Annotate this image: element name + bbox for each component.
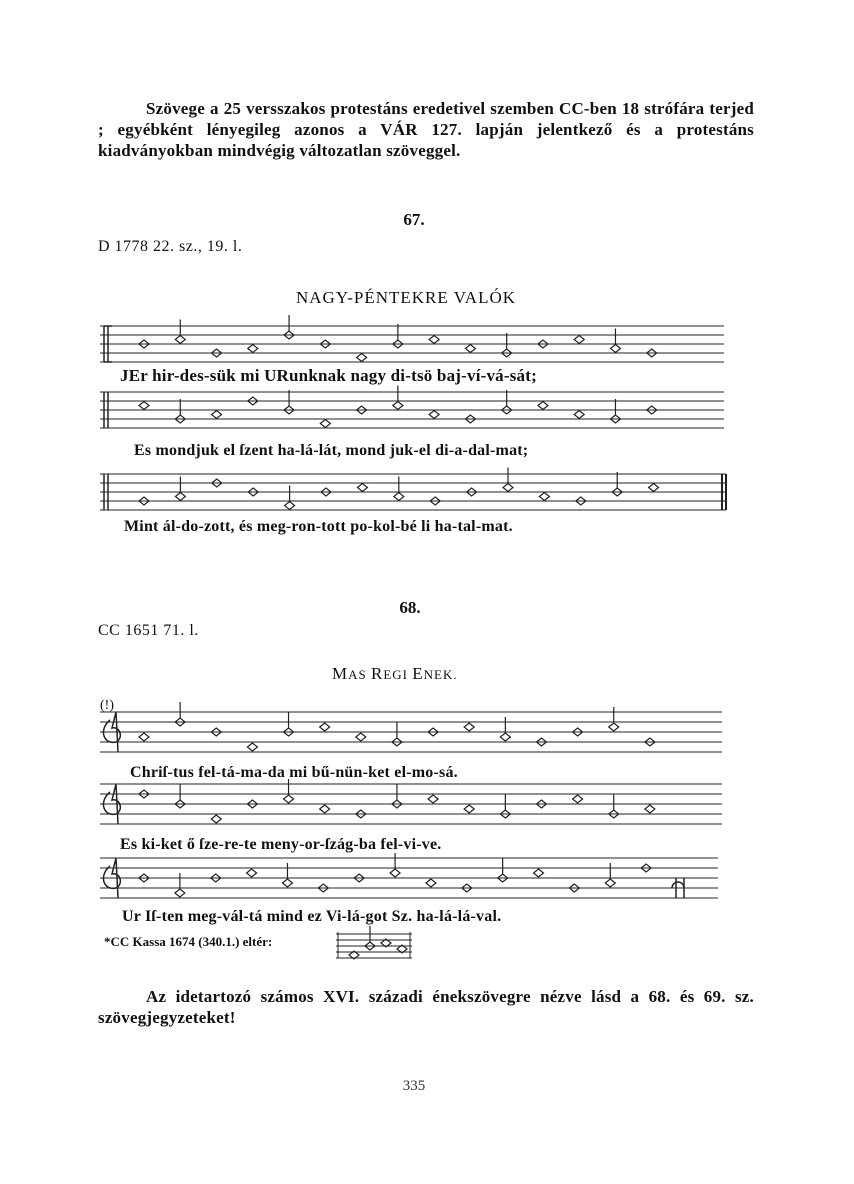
intro-paragraph: Szövege a 25 versszakos protestáns eredetivel szemben CC-ben 18 strófára terjed ; egyébként lényegileg azonos a VÁR 127. lapján jelentkező és a protestáns kiadványokban mindvégig változatlan szöveggel. <box>98 99 754 160</box>
note-head <box>357 354 367 362</box>
hymn-68-number: 68. <box>399 598 421 617</box>
note-head <box>645 805 655 813</box>
hymn-67-lyric-line-2: Es mondjuk el ſzent ha-lá-lát, mond juk-el di-a-dal-mat; <box>134 442 529 459</box>
hymn-68-title: MAS REGI ENEK. <box>332 664 458 683</box>
note-head <box>574 411 584 419</box>
note-head <box>320 420 330 428</box>
hymn-68-lyric-line-1: Chriſ-tus fel-tá-ma-da mi bű-nün-ket el-mo-sá. <box>130 764 458 781</box>
note-head <box>356 733 366 741</box>
note-head <box>139 402 149 410</box>
note-head <box>175 889 185 897</box>
note-head <box>248 345 258 353</box>
outro-paragraph: Az idetartozó számos XVI. századi énekszövegre nézve lásd a 68. és 69. sz. szövegjegyzeteket! <box>98 987 754 1027</box>
note-head <box>610 345 620 353</box>
note-head <box>503 484 513 492</box>
note-head <box>175 493 185 501</box>
note-head <box>538 402 548 410</box>
note-head <box>284 795 294 803</box>
note-head <box>429 411 439 419</box>
note-head <box>282 879 292 887</box>
note-head <box>211 815 221 823</box>
note-head <box>393 402 403 410</box>
note-head <box>247 869 257 877</box>
note-head <box>320 805 330 813</box>
note-head <box>139 733 149 741</box>
hymn-68-lyric-line-2: Es ki-ket ő ſze-re-te meny-or-ſzág-ba fel-vi-ve. <box>120 836 442 853</box>
editorial-mark: (!) <box>100 698 114 713</box>
page-number: 335 <box>402 1078 426 1094</box>
variant-note: *CC Kassa 1674 (340.1.) eltér: <box>104 934 273 949</box>
note-head <box>357 484 367 492</box>
note-head <box>539 493 549 501</box>
hymn-67-number: 67. <box>403 210 425 229</box>
note-head <box>500 733 510 741</box>
hymn-68-source: CC 1651 71. l. <box>98 622 199 639</box>
hymn-67-lyric-line-3: Mint ál-do-zott, és meg-ron-tott po-kol-bé li ha-tal-mat. <box>124 518 513 535</box>
note-head <box>212 411 222 419</box>
note-head <box>247 743 257 751</box>
note-head <box>428 795 438 803</box>
note-head <box>320 723 330 731</box>
note-head <box>574 336 584 344</box>
note-head <box>426 879 436 887</box>
hymn-67-title: NAGY-PÉNTEKRE VALÓK <box>296 288 517 307</box>
note-head <box>649 484 659 492</box>
hymn-67-lyric-line-1: JEr hir-des-sük mi URunknak nagy di-tsö baj-ví-vá-sát; <box>120 366 537 385</box>
hymn-67-source: D 1778 22. sz., 19. l. <box>98 238 243 255</box>
note-head <box>285 502 295 510</box>
note-head <box>394 493 404 501</box>
note-head <box>464 723 474 731</box>
note-head <box>465 345 475 353</box>
note-head <box>390 869 400 877</box>
hymn-68-lyric-line-3: Ur Iſ-ten meg-vál-tá mind ez Vi-lá-got Sz. ha-lá-lá-val. <box>122 908 502 925</box>
note-head <box>175 336 185 344</box>
note-head <box>609 723 619 731</box>
note-head <box>605 879 615 887</box>
note-head <box>464 805 474 813</box>
note-head <box>429 336 439 344</box>
note-head <box>573 795 583 803</box>
note-head <box>534 869 544 877</box>
